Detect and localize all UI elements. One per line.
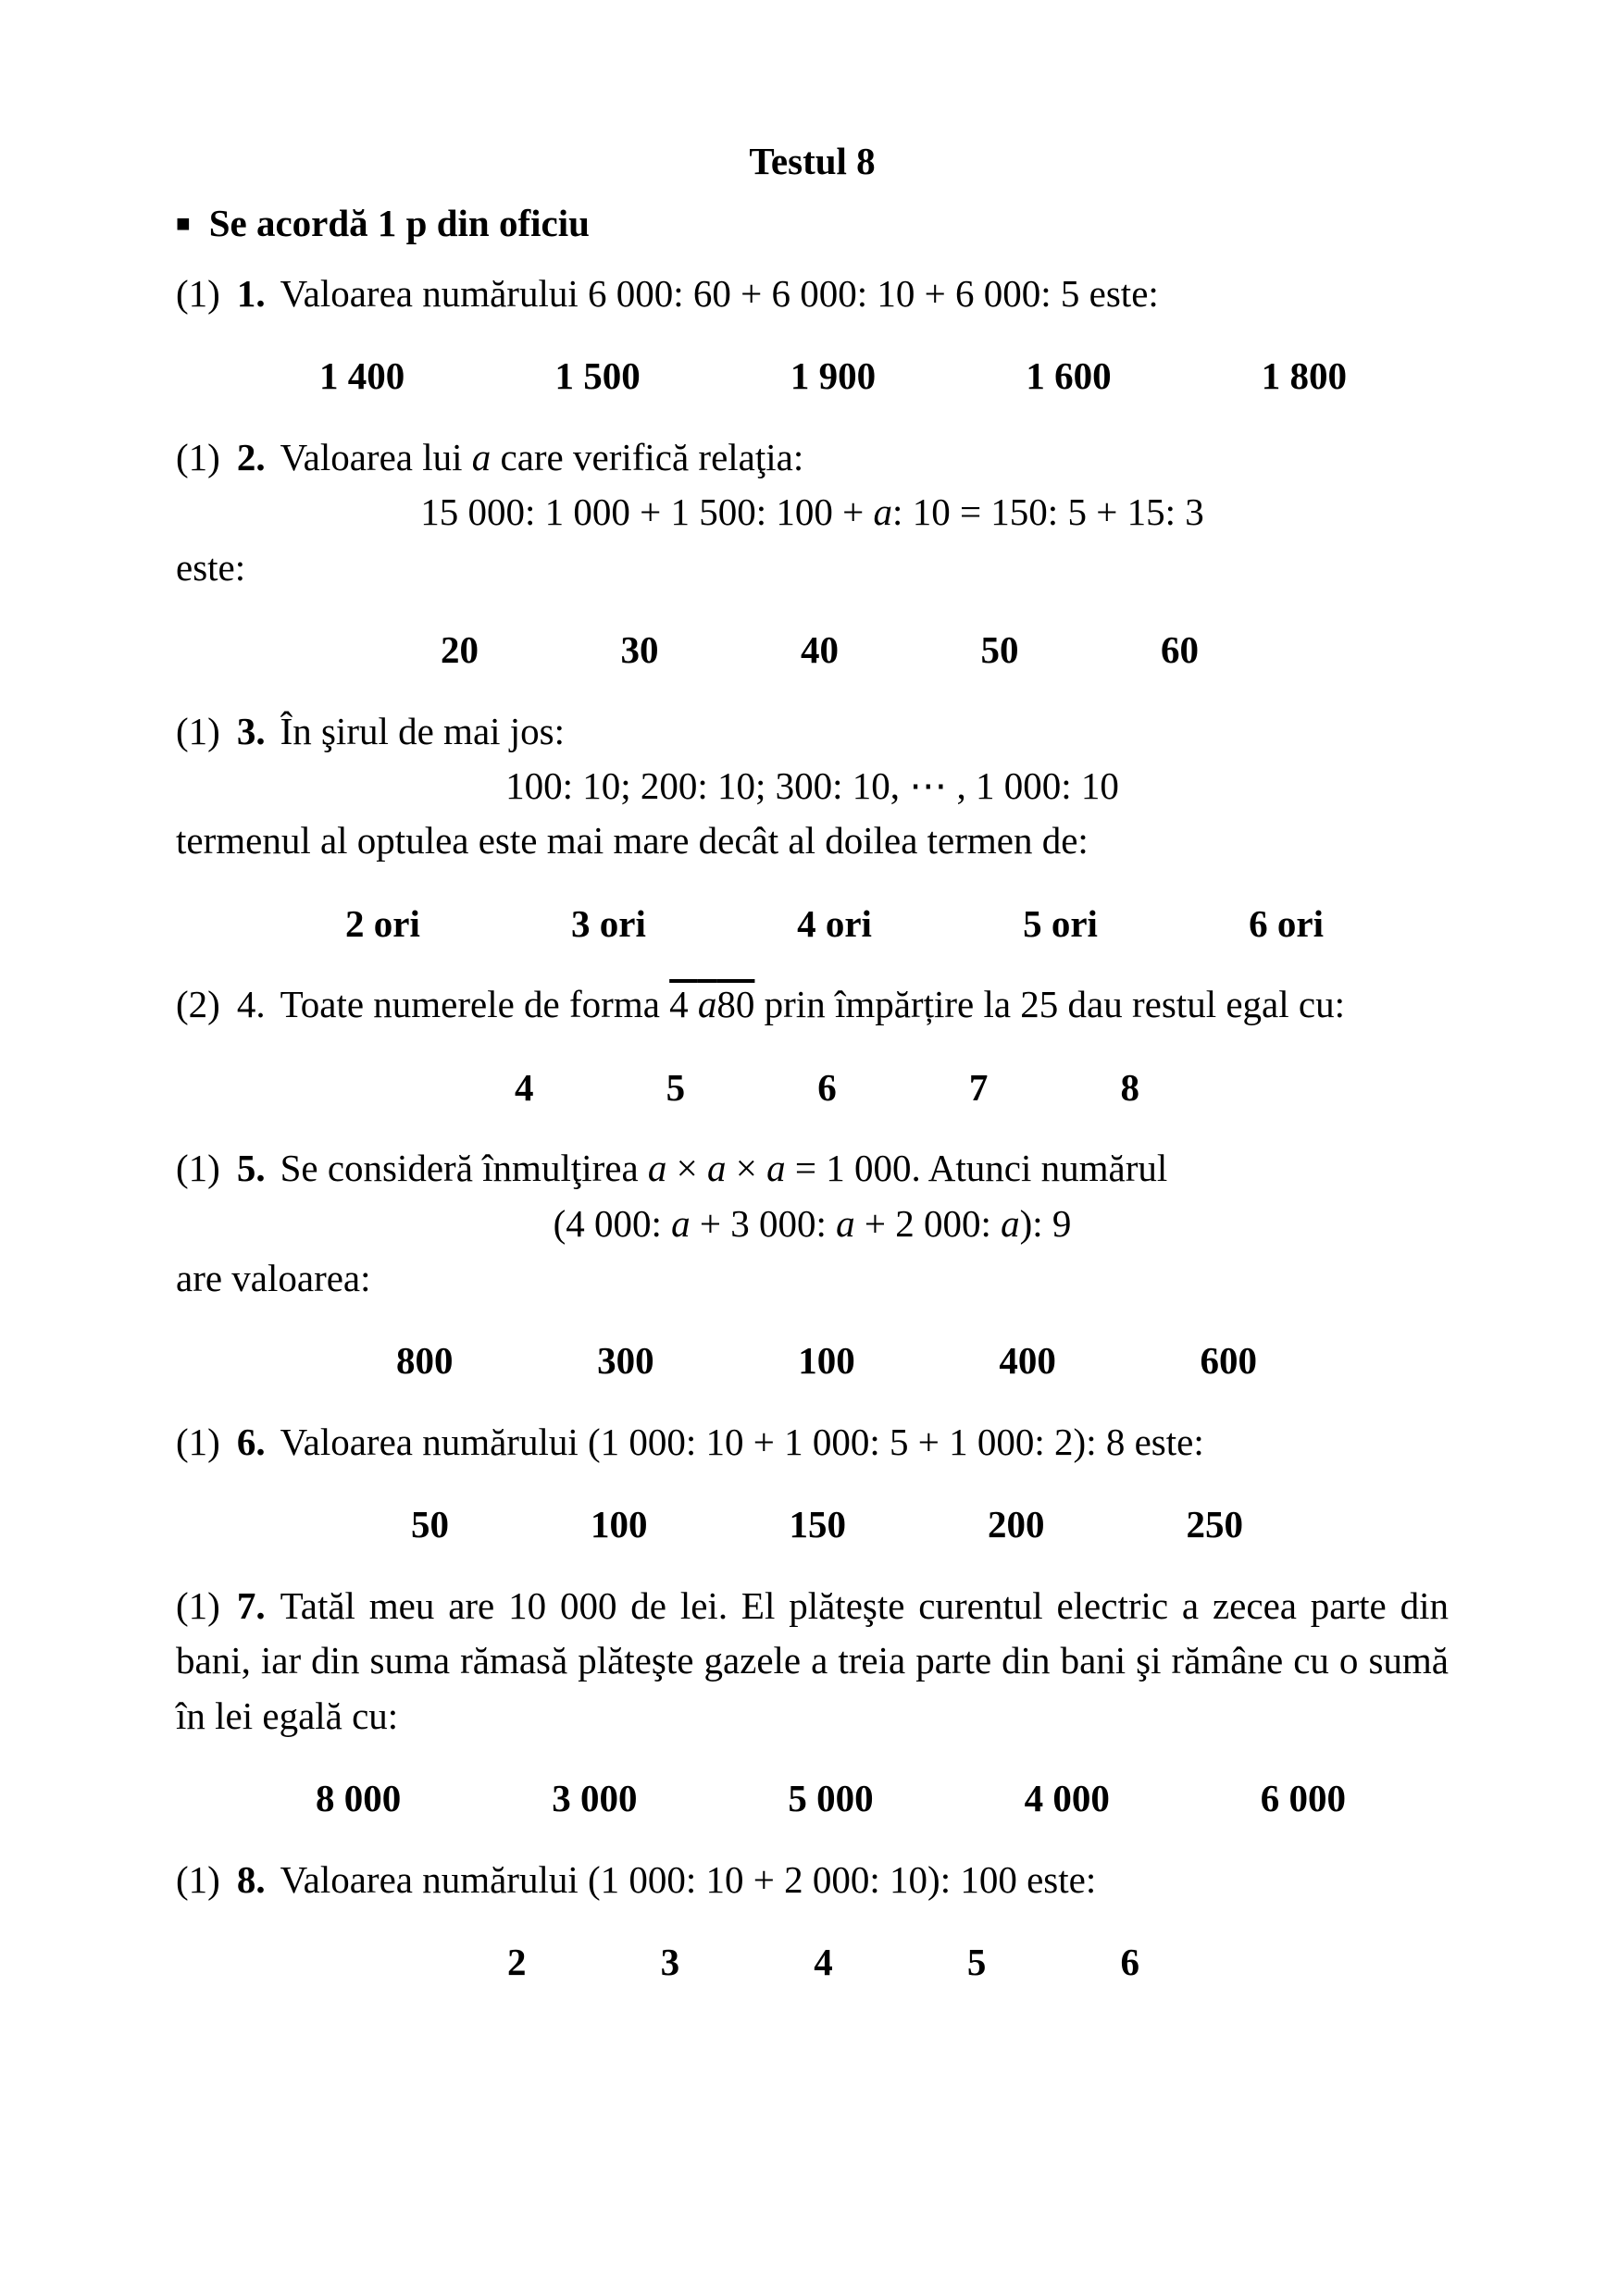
question-text: Valoarea numărului 6 000: 60 + 6 000: 10 + 6 000: 5 este:: [280, 271, 1159, 315]
answer-option: 1 800: [1261, 354, 1347, 398]
question-text: Tatăl meu are 10 000 de lei. El plăteşte curentul electric a zecea parte din bani, iar din suma rămasă plăteşte gazele a treia parte din bani şi rămâne cu o sumă în lei egală cu:: [176, 1583, 1449, 1737]
answer-option: 100: [798, 1339, 855, 1383]
question-1: [176, 267, 1449, 321]
equation: (4 000: a + 3 000: a + 2 000: a): 9: [553, 1201, 1072, 1245]
answer-option: 1 400: [319, 354, 405, 398]
answer-option: 40: [801, 628, 839, 672]
answer-option: 250: [1186, 1503, 1243, 1546]
answer-option: 7: [968, 1065, 989, 1109]
math-variable: a: [697, 983, 717, 1026]
question-text: Valoarea lui: [280, 435, 472, 478]
math-variable: a: [471, 435, 492, 478]
answer-option: 4: [515, 1065, 534, 1109]
options-row-2: [176, 623, 1449, 677]
answer-option: 150: [789, 1503, 846, 1546]
answer-option: 5 000: [788, 1777, 874, 1820]
options-row-8: [176, 1935, 1449, 1990]
question-text-tail: are valoarea:: [176, 1257, 371, 1299]
question-points: (1): [176, 1583, 220, 1627]
answer-option: 600: [1200, 1339, 1257, 1383]
question-text: Toate numerele de forma: [280, 983, 670, 1026]
header-note: [176, 196, 1449, 251]
answer-option: 800: [396, 1339, 454, 1383]
question-number: 3.: [236, 709, 266, 752]
answer-option: 8: [1120, 1065, 1139, 1109]
question-5: [176, 1141, 1449, 1196]
answer-option: 50: [980, 628, 1019, 672]
answer-option: 60: [1161, 628, 1199, 672]
question-number: 7.: [236, 1583, 266, 1627]
question-points: (2): [176, 983, 220, 1026]
answer-option: 6: [817, 1065, 837, 1109]
options-row-5: [176, 1334, 1449, 1388]
question-3: [176, 704, 1449, 759]
question-text: care verifică relaţia:: [491, 435, 804, 478]
answer-option: 2: [507, 1940, 527, 1983]
answer-option: 3 ori: [571, 901, 646, 945]
question-number: 4.: [236, 983, 266, 1026]
square-bullet-icon: ■: [176, 210, 191, 238]
question-text: Valoarea numărului (1 000: 10 + 1 000: 5 + 1 000: 2): 8 este:: [280, 1420, 1204, 1463]
answer-option: 3: [660, 1940, 680, 1983]
options-row-1: [176, 349, 1449, 403]
answer-option: 8 000: [316, 1777, 402, 1820]
question-text: Valoarea numărului (1 000: 10 + 2 000: 10): 100 este:: [280, 1857, 1097, 1901]
question-text: Se consideră înmulţirea a × a × a = 1 000. Atunci numărul: [280, 1147, 1168, 1190]
answer-option: 4 000: [1024, 1777, 1110, 1820]
answer-option: 4: [814, 1940, 833, 1983]
page-title: Testul 8: [749, 140, 876, 182]
question-points: (1): [176, 435, 220, 478]
question-points: (1): [176, 271, 220, 315]
answer-option: 6 000: [1260, 1777, 1346, 1820]
question-number: 8.: [236, 1857, 266, 1901]
answer-option: 50: [411, 1503, 449, 1546]
options-row-7: [176, 1771, 1449, 1826]
question-text-tail: este:: [176, 545, 246, 589]
answer-option: 5: [666, 1065, 686, 1109]
answer-option: 5: [966, 1940, 987, 1983]
question-text: prin împărțire la 25 dau restul egal cu:: [754, 983, 1345, 1026]
answer-option: 200: [988, 1503, 1045, 1546]
question-2: [176, 430, 1449, 485]
question-text-tail: termenul al optulea este mai mare decât al doilea termen de:: [176, 819, 1089, 863]
question-points: (1): [176, 1857, 220, 1901]
answer-option: 4 ori: [797, 901, 872, 945]
answer-option: 1 600: [1026, 354, 1112, 398]
header-note-text: Se acordă 1 p din oficiu: [208, 202, 590, 245]
answer-option: 3 000: [552, 1777, 638, 1820]
overline-digits: 80: [716, 983, 755, 1026]
question-text: În şirul de mai jos:: [280, 709, 566, 752]
equation: 15 000: 1 000 + 1 500: 100 + a: 10 = 150: 5 + 15: 3: [420, 490, 1204, 534]
answer-option: 2 ori: [345, 901, 420, 945]
equation: 100: 10; 200: 10; 300: 10, ⋯ , 1 000: 10: [505, 763, 1119, 807]
options-row-6: [176, 1497, 1449, 1552]
answer-option: 1 900: [790, 354, 877, 398]
answer-option: 100: [591, 1503, 648, 1546]
question-points: (1): [176, 709, 220, 752]
question-number: 5.: [236, 1147, 266, 1190]
answer-option: 1 500: [554, 354, 641, 398]
answer-option: 5 ori: [1023, 901, 1098, 945]
question-6: [176, 1415, 1449, 1470]
answer-option: 400: [999, 1339, 1056, 1383]
overline-digits: 4: [669, 983, 698, 1026]
question-8: [176, 1853, 1449, 1907]
question-number: 6.: [236, 1420, 266, 1463]
options-row-3: [176, 897, 1449, 951]
answer-option: 30: [620, 628, 659, 672]
overline-number: [669, 983, 754, 1025]
answer-option: 300: [597, 1339, 654, 1383]
answer-option: 20: [441, 628, 479, 672]
answer-option: 6: [1120, 1940, 1139, 1983]
options-row-4: [176, 1061, 1449, 1115]
question-number: 2.: [236, 435, 266, 478]
answer-option: 6 ori: [1249, 901, 1324, 945]
question-4: [176, 977, 1449, 1032]
question-number: 1.: [236, 271, 266, 315]
question-7: [176, 1579, 1449, 1744]
question-points: (1): [176, 1147, 220, 1190]
question-points: (1): [176, 1420, 220, 1463]
